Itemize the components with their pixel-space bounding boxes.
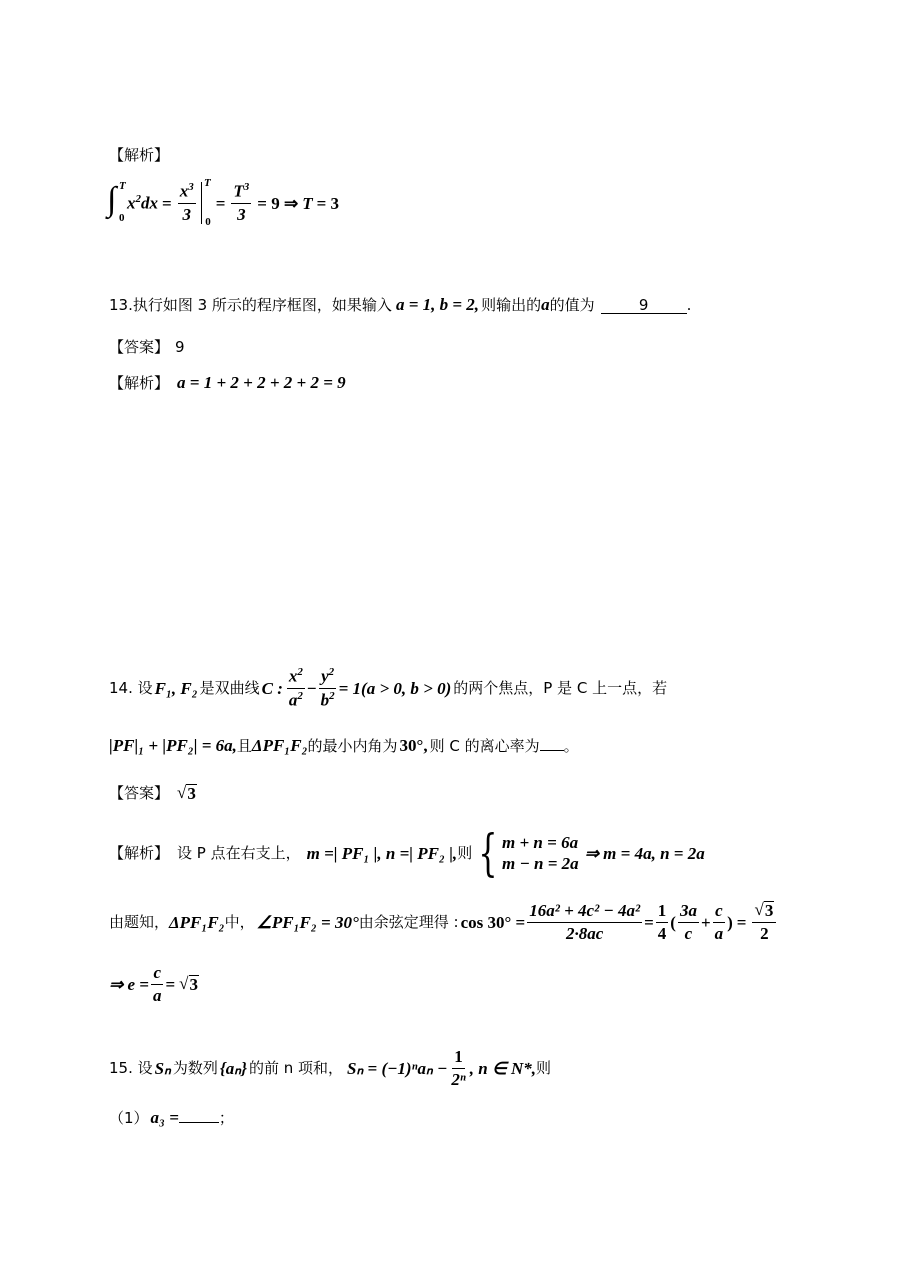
q12-integral-equation: ∫ T 0 $x^2dx$ = $\frac{x^3}{3}$ T 0 = $\frac{T^3}{3}$ = 9 ⇒ T = 3 (107, 177, 340, 228)
equation-system: { m + n = 6a m − n = 2a (478, 824, 579, 882)
q13-answer-blank: 9 (601, 298, 687, 314)
q13-analysis: 【解析】 a = 1 + 2 + 2 + 2 + 2 = 9 (109, 373, 346, 392)
q13-stem: 13.执行如图 3 所示的程序框图，如果输入 a = 1, b = 2, 则输出的 a 的值为 9 . (109, 295, 692, 314)
q14-stem: 14. 设 F₁, F₂ 是双曲线 C : $\frac{x^2}{a^2}$ − $\frac{y^2}{b^2}$ = 1(a > 0, b > 0) 的两个焦点，P 是 C 上一点，若 (109, 666, 668, 710)
analysis-label: 【解析】 (109, 146, 170, 164)
integral-sign: ∫ T 0 (107, 180, 126, 224)
q14-analysis-line3: ⇒ e = $\frac{c}{a}$ = √ 3 (109, 962, 199, 1005)
evaluation-bar: $\frac{x^3}{3}$ T 0 (176, 182, 202, 223)
q13-answer: 【答案】 9 (109, 338, 185, 356)
q15-part1-blank (179, 1108, 219, 1123)
q14-analysis-line2: 由题知， ΔPF₁F₂ 中， ∠PF₁F₂ = 30° 由余弦定理得 : cos 30° = $\frac{\text{16a² + 4c² − 4a²}}{2\cdot 8ac}$ = $\frac{1}{4}$ ( $\frac{3a}{c}$ + $\frac{c}{a}$ ) = √ 3 2 (109, 897, 778, 947)
q14-condition: |PF|₁ + |PF₂| = 6a, 且 ΔPF₁F₂ 的最小内角为 30°, 则 C 的离心率为 。 (109, 736, 579, 755)
q15-part1: （1） a₃ = ； (109, 1108, 234, 1127)
q14-answer-blank (540, 736, 564, 751)
q14-analysis-line1: 【解析】 设 P 点在右支上， m =| PF₁ |, n =| PF₂ |, 则 { m + n = 6a m − n = 2a ⇒ m = 4a, n = 2a (109, 824, 705, 882)
sqrt-symbol: √ 3 (177, 783, 196, 803)
q15-stem: 15. 设 Sₙ 为数列 {aₙ} 的前 n 项和， Sₙ = (−1)ⁿaₙ − $\frac{1}{\text{2ⁿ}}$ , n ∈ N*, 则 (109, 1046, 552, 1089)
q14-answer: 【答案】 √ 3 (109, 783, 196, 803)
